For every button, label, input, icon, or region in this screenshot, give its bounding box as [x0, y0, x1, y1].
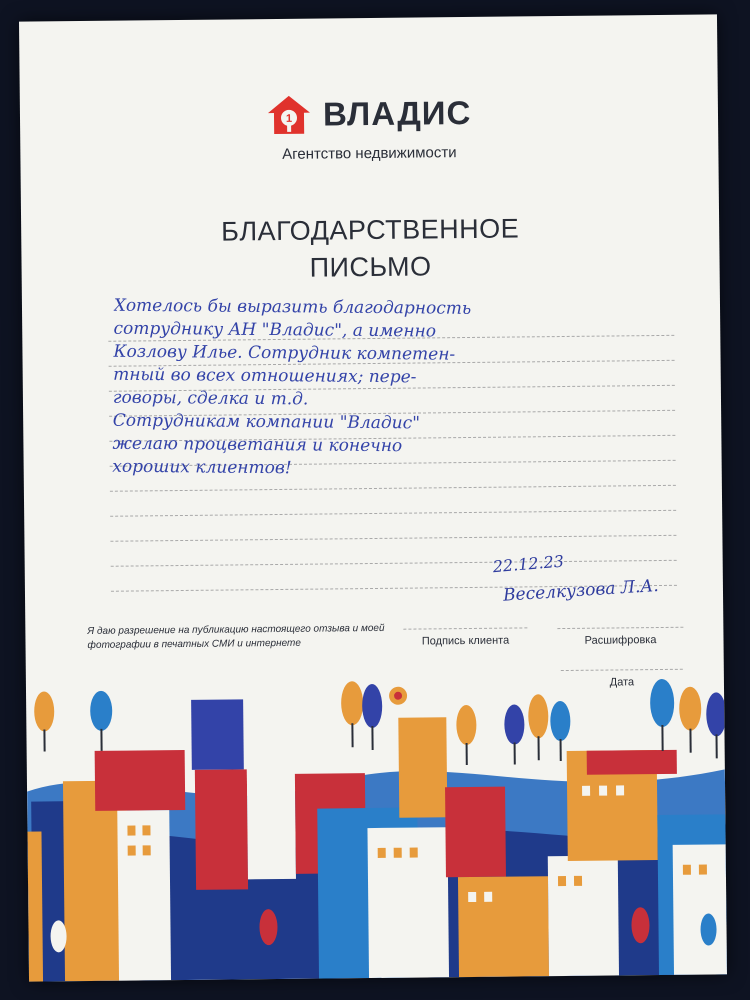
thank-you-letter [19, 14, 727, 981]
handwritten-text [112, 295, 674, 484]
title-line-1: БЛАГОДАРСТВЕННОЕ [220, 213, 520, 247]
title-line-2: ПИСЬМО [309, 251, 432, 283]
hand-line: тный во всех отношениях; пере- [113, 364, 417, 388]
signature-field-label: Подпись клиента [403, 627, 527, 647]
hand-line: сотруднику АН "Владис", а именно [113, 318, 437, 342]
hand-line: желаю процветания и конечно [112, 433, 403, 457]
city-illustration [26, 674, 727, 981]
logo-subtitle: Агентство недвижимости [282, 144, 457, 163]
logo-name: ВЛАДИС [322, 93, 472, 133]
logo [20, 90, 718, 137]
hand-line: Хотелось бы выразить благодарность [113, 295, 472, 319]
house-key-icon [266, 95, 310, 135]
hand-line: хороших клиентов! [112, 456, 292, 479]
letter-title [21, 208, 720, 289]
client-signature: Веселкузова Л.А. [502, 575, 660, 606]
hand-line: говоры, сделка и т.д. [112, 387, 309, 410]
logo-badge: 1 [285, 112, 292, 125]
decode-field-label: Расшифровка [557, 627, 683, 647]
consent-text: Я даю разрешение на публикацию настоящего отзыва и моей фотографии в печатных СМИ и интернете [87, 622, 385, 651]
date-field-label: Дата [561, 669, 683, 689]
signature-date: 22.12.23 [492, 551, 565, 577]
hand-line: Козлову Илье. Сотрудник компетен- [113, 341, 456, 365]
hand-line: Сотрудникам компании "Владис" [112, 410, 421, 434]
